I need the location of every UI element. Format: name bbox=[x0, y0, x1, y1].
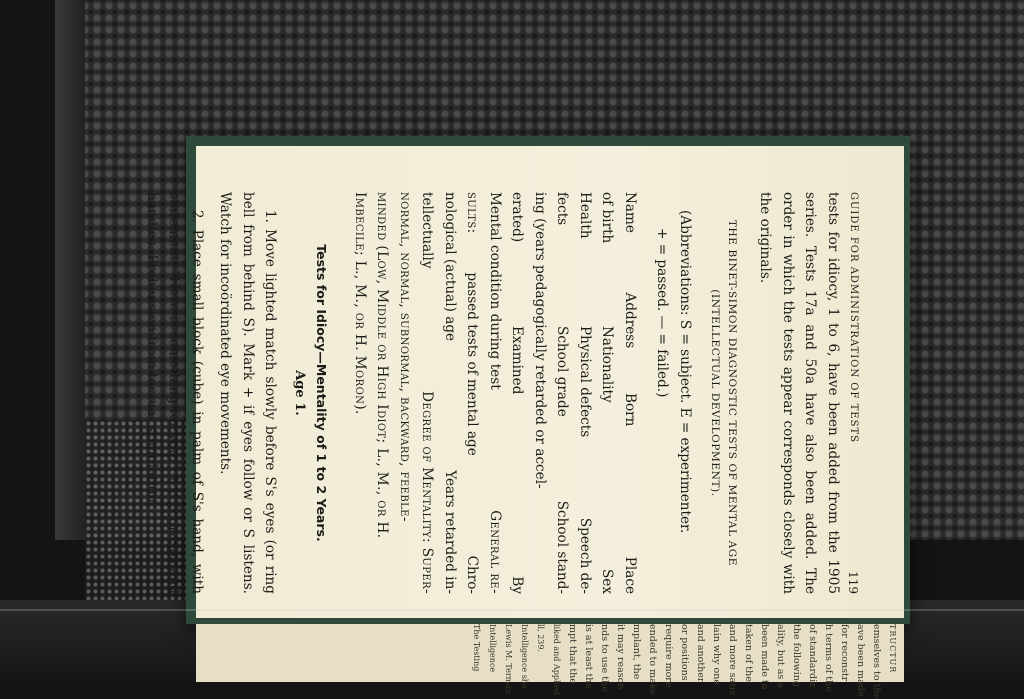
page-number: 119 bbox=[846, 571, 860, 594]
form-row: Mental condition during test General re- bbox=[487, 192, 503, 594]
abbreviations-line1: (Abbreviations: S = subject. E = experimenter. bbox=[677, 210, 693, 534]
running-head-title: GUIDE FOR ADMINISTRATION OF TESTS bbox=[848, 192, 859, 443]
facing-page-line: Intelligence sho bbox=[520, 624, 529, 689]
form-row: Imbecile; L., M., or H. Moron). bbox=[352, 192, 368, 415]
abbreviations bbox=[651, 192, 696, 594]
facing-page-line: the following bbox=[791, 624, 802, 687]
test-item: 1. Move lighted match slowly before S's eyes (or ring bell from behind S). Mark + if eyes follow or S listens. Watch for incoördinated eye movements. bbox=[217, 192, 279, 594]
facing-page-line: The Testing bbox=[472, 624, 481, 672]
form-row: normal, normal, subnormal, backward, feeble- bbox=[397, 192, 413, 522]
form-row: of birth Nationality Sex bbox=[599, 192, 616, 594]
facing-page-line: of standardiz bbox=[807, 624, 818, 688]
facing-page-line: for reconstr bbox=[839, 624, 850, 682]
facing-page-line: been made to bbox=[759, 624, 770, 690]
facing-page-line: Lewis M. Terman bbox=[504, 624, 513, 695]
facing-page-line: h terms of the bbox=[823, 624, 834, 692]
intro-paragraph: tests for idiocy, 1 to 6, have been added from the 1905 series. Tests 17a and 50a have also been added. The order in which the tests appear corresponds closely with the originals. bbox=[757, 192, 841, 594]
section-title bbox=[706, 192, 740, 594]
facing-page-line: or positions bbox=[679, 624, 690, 681]
facing-page-line: liked and Applied bbox=[552, 624, 561, 695]
glass-reflection bbox=[0, 609, 1024, 611]
abbreviations-line2: + = passed. — = failed.) bbox=[654, 228, 671, 398]
form-row: fects School grade School stand- bbox=[554, 192, 571, 594]
facing-page-line: mplant, the bbox=[631, 624, 642, 680]
test-item: 2. Place small block (cube) in palm of S's hand, with statement, "Here is something for you." + if S grasps and handles. Prehension from tactual stimulation. bbox=[144, 192, 205, 594]
running-head bbox=[842, 192, 865, 594]
facing-page-line: ave been made bbox=[855, 624, 866, 697]
facing-page-line: mpt that the bbox=[567, 624, 578, 684]
facing-page-line: nds to use the bbox=[599, 624, 610, 692]
facing-page-line: emselves to the bbox=[871, 624, 882, 699]
form-row: nological (actual) age Years retarded in- bbox=[442, 192, 458, 594]
book-page bbox=[144, 146, 904, 618]
page-text bbox=[144, 146, 900, 614]
facing-page-line: ality, but as a bbox=[775, 624, 786, 688]
facing-page-text bbox=[196, 624, 904, 699]
form-row: Name Address Born Place bbox=[622, 192, 638, 594]
form-row: erated) Examined By bbox=[509, 192, 526, 594]
facing-page bbox=[196, 624, 904, 699]
facing-page-line: it may reason bbox=[615, 624, 626, 690]
facing-page-line: and more satis bbox=[727, 624, 738, 696]
facing-page-line: is at least the bbox=[583, 624, 594, 690]
facing-page-line: require more bbox=[663, 624, 674, 688]
facing-page-line: ll, 239. bbox=[536, 624, 545, 653]
section-title-line2: (INTELLECTUAL DEVELOPMENT). bbox=[709, 289, 721, 497]
form-row: ing (years pedagogically retarded or accel- bbox=[532, 192, 548, 489]
section-title-line1: THE BINET-SIMON DIAGNOSTIC TESTS OF MENTAL AGE bbox=[726, 219, 738, 567]
facing-page-line: ended to make bbox=[647, 624, 658, 696]
tests-title: Tests for Idiocy—Mentality of 1 to 2 Years. bbox=[314, 244, 330, 542]
record-form bbox=[349, 192, 642, 594]
facing-page-line: and another bbox=[695, 624, 706, 683]
form-row: tellectually Degree of Mentality: Super- bbox=[419, 192, 436, 594]
facing-page-line: taken of the bbox=[743, 624, 754, 682]
facing-page-line: lain why one bbox=[711, 624, 722, 685]
form-row: sults: passed tests of mental age Chro- bbox=[464, 192, 481, 595]
age-title: Age 1. bbox=[292, 370, 307, 416]
mat-edge bbox=[55, 0, 85, 540]
form-row: Health Physical defects Speech de- bbox=[577, 192, 593, 594]
form-row: minded (Low, Middle or High Idiot; L., M., or H. bbox=[374, 192, 391, 539]
facing-page-line: Intelligence bbox=[488, 624, 497, 673]
facing-page-header: TRUCTUR bbox=[888, 624, 897, 674]
